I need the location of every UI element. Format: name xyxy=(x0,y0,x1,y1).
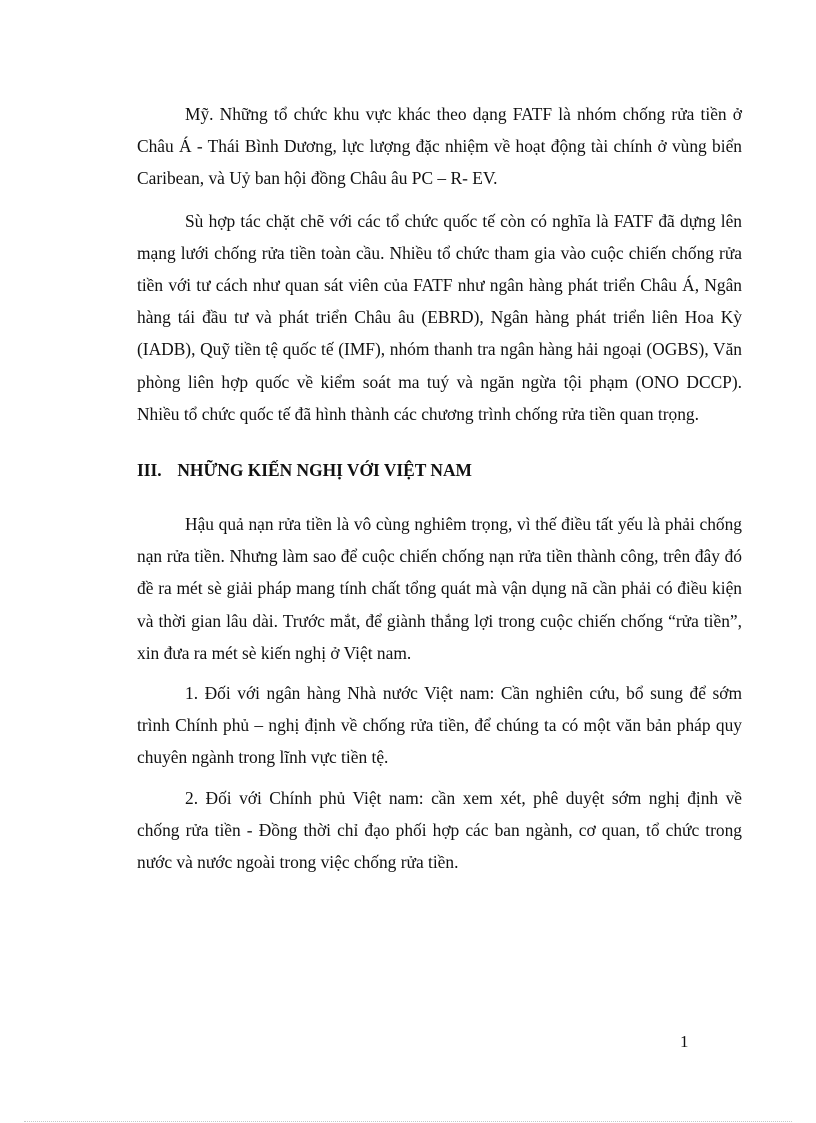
page-number: 1 xyxy=(680,1032,689,1051)
section-title: NHỮNG KIẾN NGHỊ VỚI VIỆT NAM xyxy=(177,460,472,481)
recommendation-item-1: 1. Đối với ngân hàng Nhà nước Việt nam: Cần nghiên cứu, bổ sung để sớm trình Chính phủ – nghị định về chống rửa tiền, để chúng ta có một văn bản pháp quy chuyên ngành trong lĩnh vực tiền tệ. xyxy=(137,683,742,768)
section-number: III. xyxy=(137,460,162,481)
section-heading xyxy=(137,454,742,486)
page-bottom-divider xyxy=(24,1121,792,1122)
paragraph-fatf-regional-groups: Mỹ. Những tổ chức khu vực khác theo dạng FATF là nhóm chống rửa tiền ở Châu Á - Thái Bình Dương, lực lượng đặc nhiệm về hoạt động tài chính ở vùng biển Caribean, và Uỷ ban hội đồng Châu âu PC – R- EV. xyxy=(137,104,742,189)
recommendation-item-2: 2. Đối với Chính phủ Việt nam: cần xem xét, phê duyệt sớm nghị định về chống rửa tiền - Đồng thời chỉ đạo phối hợp các ban ngành, cơ quan, tổ chức trong nước và nước ngoài trong việc chống rửa tiền. xyxy=(137,787,742,873)
paragraph-consequences: Hậu quả nạn rửa tiền là vô cùng nghiêm trọng, vì thế điều tất yếu là phải chống nạn rửa tiền. Nhưng làm sao để cuộc chiến chống nạn rửa tiền thành công, trên đây đó đề ra mét sè giải pháp mang tính chất tổng quát mà vận dụng nã cần phải có điều kiện và thời gian lâu dài. Trước mắt, để giành thắng lợi trong cuộc chiến chống “rửa tiền”, xin đưa ra mét sè kiến nghị ở Việt nam. xyxy=(137,514,742,663)
paragraph-international-cooperation: Sù hợp tác chặt chẽ với các tổ chức quốc tế còn có nghĩa là FATF đã dựng lên mạng lưới chống rửa tiền toàn cầu. Nhiều tổ chức tham gia vào cuộc chiến chống rửa tiền với tư cách như quan sát viên của FATF như ngân hàng phát triển Châu Á, Ngân hàng tái đầu tư và phát triển Châu âu (EBRD), Ngân hàng phát triển liên Hoa Kỳ (IADB), Quỹ tiền tệ quốc tế (IMF), nhóm thanh tra ngân hàng hải ngoại (OGBS), Văn phòng liên hợp quốc về kiểm soát ma tuý và ngăn ngừa tội phạm (ONO DCCP). Nhiều tổ chức quốc tế đã hình thành các chương trình chống rửa tiền quan trọng. xyxy=(137,210,742,424)
page-body xyxy=(137,98,742,878)
